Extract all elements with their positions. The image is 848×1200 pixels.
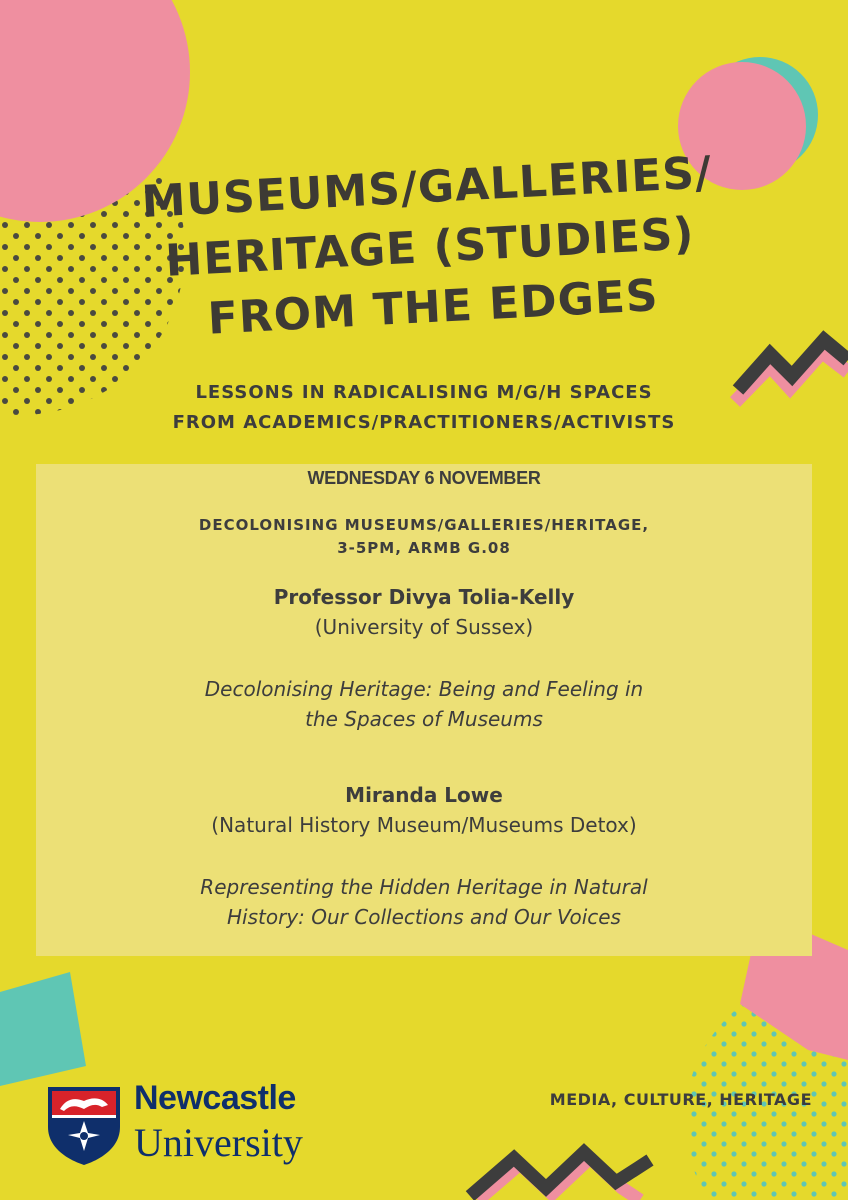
talk-title-line-2: History: Our Collections and Our Voices — [227, 905, 621, 929]
speaker-2 — [36, 780, 812, 932]
university-crest-icon — [44, 1085, 124, 1165]
talk-title-line-1: Decolonising Heritage: Being and Feeling in — [204, 677, 644, 701]
session-info — [36, 514, 812, 560]
subtitle-line-1: LESSONS IN RADICALISING M/G/H SPACES — [195, 382, 653, 403]
talk-title-line-2: the Spaces of Museums — [305, 707, 543, 731]
talk-title — [36, 872, 812, 932]
newcastle-university-logo — [44, 1079, 344, 1165]
speaker-name: Professor Divya Tolia-Kelly — [273, 585, 575, 609]
speaker-name: Miranda Lowe — [345, 783, 503, 807]
speaker-1 — [36, 582, 812, 734]
speaker-affiliation: (Natural History Museum/Museums Detox) — [211, 813, 637, 837]
logo-word-university: University — [134, 1120, 303, 1165]
title-line-2: HERITAGE (STUDIES) — [164, 208, 696, 287]
title-line-1: MUSEUMS/GALLERIES/ — [140, 147, 714, 228]
event-details-panel — [36, 464, 812, 956]
talk-title — [36, 674, 812, 734]
title-line-3: FROM THE EDGES — [206, 270, 660, 345]
event-date: WEDNESDAY 6 NOVEMBER — [307, 468, 541, 488]
footer-tag: MEDIA, CULTURE, HERITAGE — [549, 1090, 812, 1109]
session-title: DECOLONISING MUSEUMS/GALLERIES/HERITAGE, — [198, 516, 650, 534]
teal-square-bottom-left — [0, 972, 86, 1086]
logo-word-newcastle: Newcastle — [134, 1079, 296, 1117]
speaker-affiliation: (University of Sussex) — [314, 615, 534, 639]
event-subtitle — [0, 378, 848, 438]
session-time-location: 3-5PM, ARMB G.08 — [337, 539, 511, 557]
talk-title-line-1: Representing the Hidden Heritage in Natural — [200, 875, 648, 899]
subtitle-line-2: FROM ACADEMICS/PRACTITIONERS/ACTIVISTS — [172, 412, 676, 433]
